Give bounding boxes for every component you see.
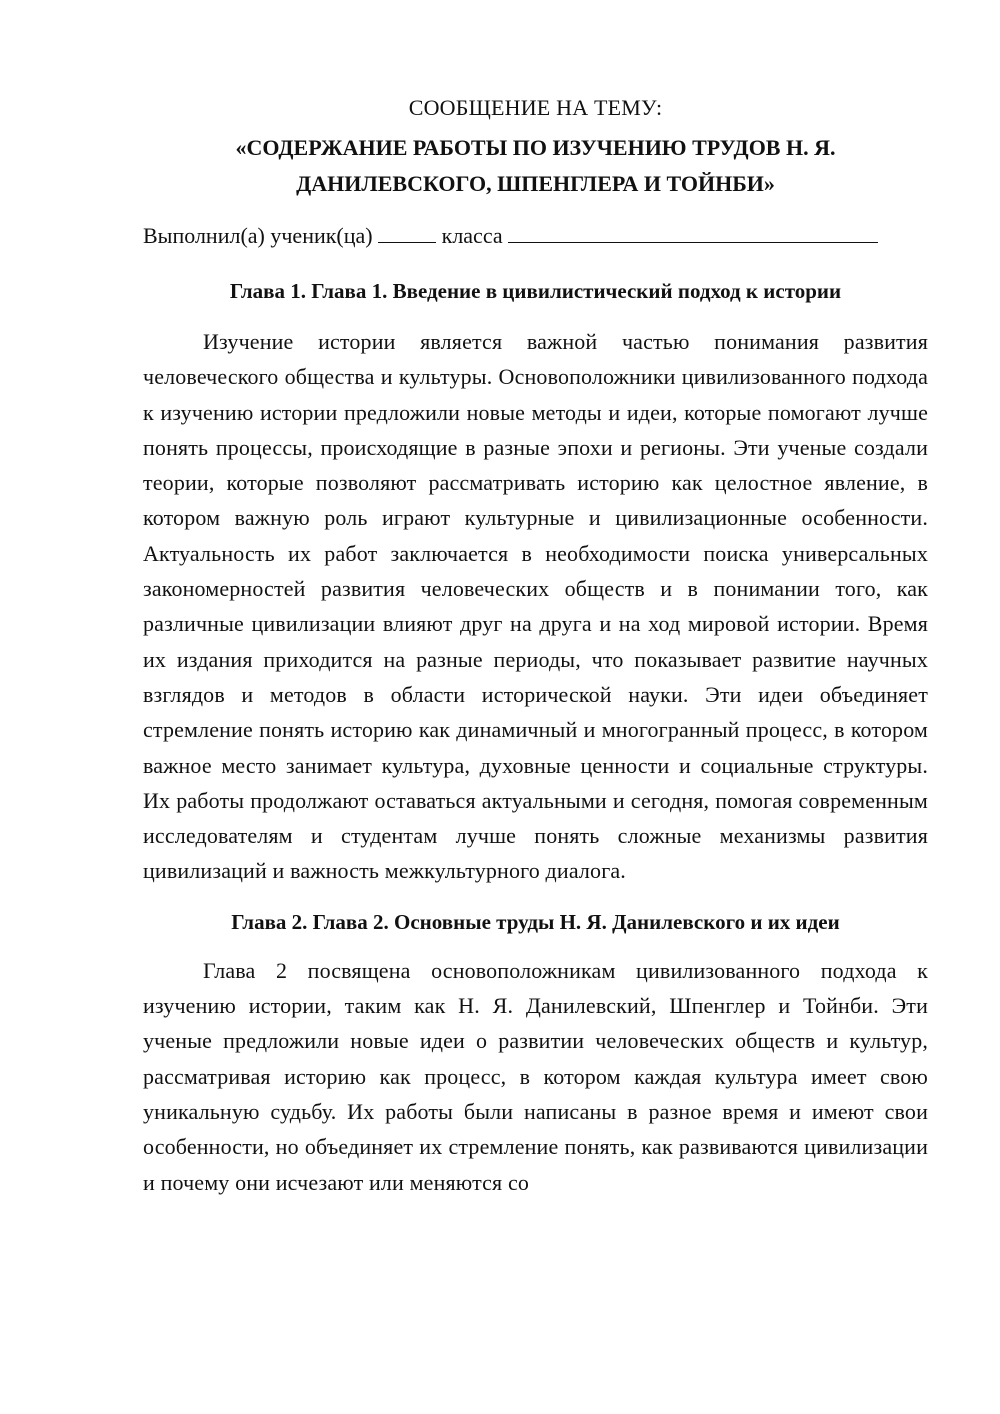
performer-label: Выполнил(а) ученик(ца) xyxy=(143,223,373,248)
chapter-1-paragraph: Изучение истории является важной частью понимания развития человеческого общества и культуры. Основоположники цивилизованного подхода к изучению истории предложили новые методы и идеи, которые помогают лучше понять процессы, происходящие в разные эпохи и регионы. Эти ученые создали теории, которые позволяют рассматривать историю как целостное явление, в котором важную роль играют культурные и цивилизационные особенности. Актуальность их работ заключается в необходимости поиска универсальных закономерностей развития человеческих обществ и в понимании того, как различные цивилизации влияют друг на друга и на ход мировой истории. Время их издания приходится на разные периоды, что показывает развитие научных взглядов и методов в области исторической науки. Эти идеи объединяет стремление понять историю как динамичный и многогранный процесс, в котором важное место занимает культура, духовные ценности и социальные структуры. Их работы продолжают оставаться актуальными и сегодня, помогая современным исследователям и студентам лучше понять сложные механизмы развития цивилизаций и важность межкультурного диалога. xyxy=(143,329,928,884)
name-blank xyxy=(508,220,878,243)
chapter-1-title: Глава 1. Глава 1. Введение в цивилистический подход к истории xyxy=(229,279,842,303)
document-title: «СОДЕРЖАНИЕ РАБОТЫ ПО ИЗУЧЕНИЮ ТРУДОВ Н. Я. ДАНИЛЕВСКОГО, ШПЕНГЛЕРА И ТОЙНБИ» xyxy=(235,135,836,196)
class-blank xyxy=(378,220,436,243)
document-page xyxy=(143,92,928,1200)
class-label: класса xyxy=(441,223,503,248)
performer-line xyxy=(143,220,928,252)
chapter-2-title: Глава 2. Глава 2. Основные труды Н. Я. Данилевского и их идеи xyxy=(231,909,840,934)
document-heading: СООБЩЕНИЕ НА ТЕМУ: xyxy=(408,95,663,120)
chapter-2-paragraph: Глава 2 посвящена основоположникам цивилизованного подхода к изучению истории, таким как Н. Я. Данилевский, Шпенглер и Тойнби. Эти ученые предложили новые идеи о развитии человеческих обществ и культур, рассматривая историю как процесс, в котором каждая культура имеет свою уникальную судьбу. Их работы были написаны в разное время и имеют свои особенности, но объединяет их стремление понять, как развиваются цивилизации и почему они исчезают или меняются со xyxy=(143,957,928,1195)
